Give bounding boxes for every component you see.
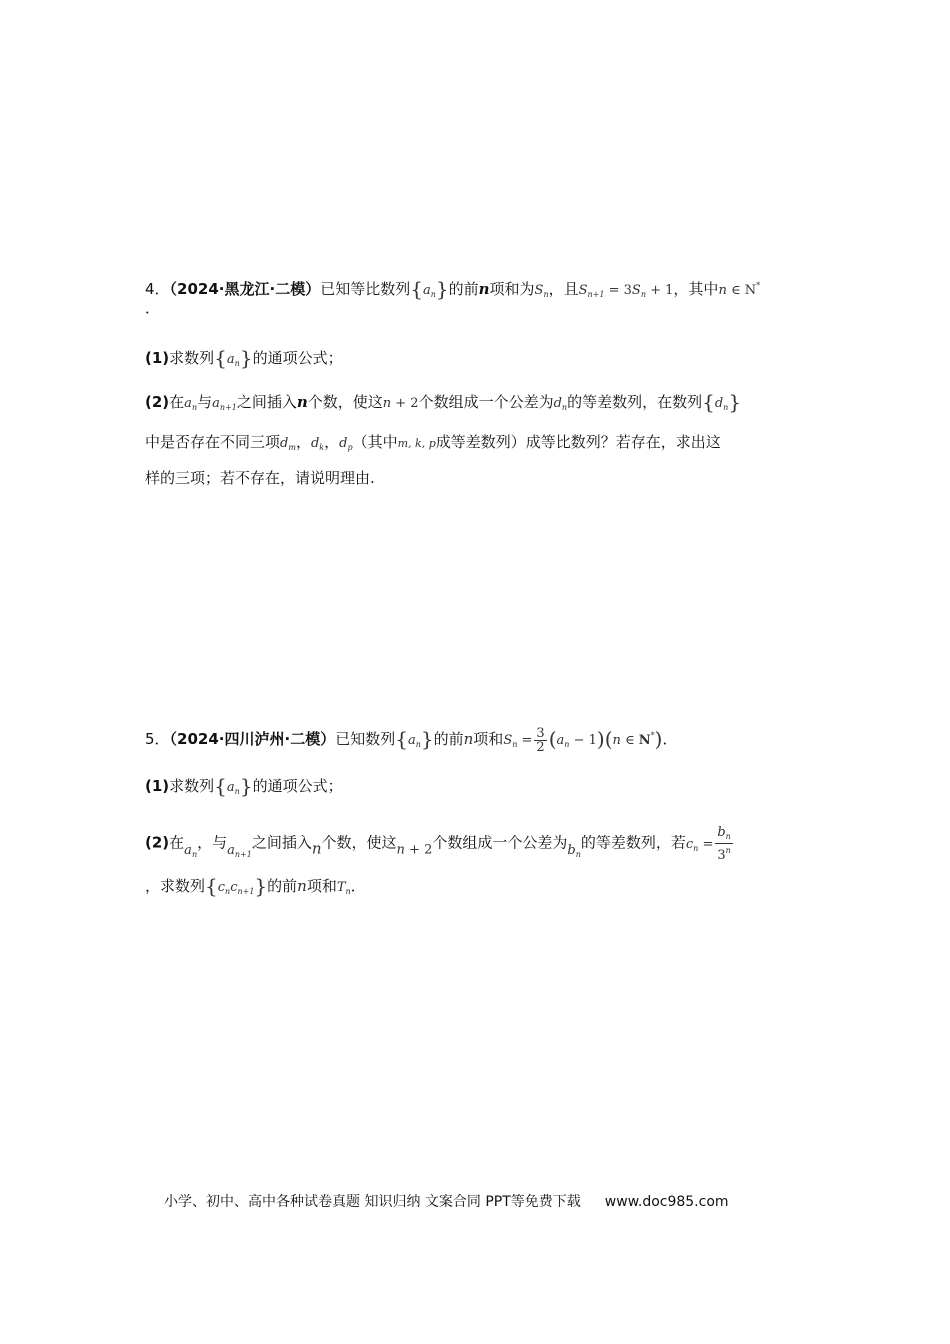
q5-number: 5． — [145, 730, 170, 748]
q4-period: ． — [145, 299, 161, 317]
q4-part-2-line-2: 中是否存在不同三项$d_m$，$d_k$，$d_p$（其中m, k, p成等差数列）成等比数列？若存在，求出这 — [145, 433, 721, 452]
q4-part-2-line-1: (2)在$a_n$与$a_{n+1}$之间插入n个数，使这n + 2个数组成一个公差为$d_n$的等差数列，在数列$\{d_n\}$ — [145, 390, 742, 414]
q5-part-2-line-2: ，求数列$\{c_nc_{n+1}\}$的前n项和$T_n$． — [145, 874, 366, 898]
footer-url[interactable]: www.doc985.com — [604, 1194, 729, 1210]
page-footer — [164, 1191, 729, 1211]
q4-part-1: (1)求数列$\{a_n\}$的通项公式； — [145, 346, 343, 370]
q4-number: 4． — [145, 280, 170, 298]
math-seq-a: $\{a_n\}$ — [410, 277, 449, 301]
q4-line-1: 4．（2024·黑龙江·二模）已知等比数列$\{a_n\}$的前n项和为$S_n$，且$S_{n+1} = 3S_n + 1$，其中n ∈ N* — [145, 277, 761, 301]
q4-source: （2024·黑龙江·二模） — [169, 280, 321, 298]
q5-line-1: 5．（2024·四川泸州·二模）已知数列$\{a_n\}$的前n项和$S_n$ = $\frac{3}{2}$ $(a_n - 1)(n$ ∈ N*)． — [145, 726, 678, 755]
math-recurrence: $S_{n+1} = 3S_n + 1$ — [578, 283, 674, 299]
q5-part-2-line-1: (2)在$a_n$，与$a_{n+1}$之间插入n个数，使这n + 2个数组成一个公差为$b_n$的等差数列，若$c_n$ = $\frac{b_n}{3^n}$ — [145, 826, 735, 867]
q4-part-2-line-3: 样的三项；若不存在，请说明理由. — [145, 469, 375, 487]
math-n-in-N: n ∈ N* — [718, 281, 761, 298]
math-cn-formula: $c_n$ = $\frac{b_n}{3^n}$ — [685, 825, 731, 863]
math-Sn: $S_n$ — [534, 283, 549, 299]
q5-part-1: (1)求数列$\{a_n\}$的通项公式； — [145, 774, 343, 798]
q5-source: （2024·四川泸州·二模） — [169, 730, 336, 748]
footer-text: 小学、初中、高中各种试卷真题 知识归纳 文案合同 PPT等免费下载 — [164, 1194, 581, 1210]
math-Sn-formula: $S_n$ = $\frac{3}{2}$ $(a_n - 1)(n$ ∈ N*) — [503, 726, 663, 755]
